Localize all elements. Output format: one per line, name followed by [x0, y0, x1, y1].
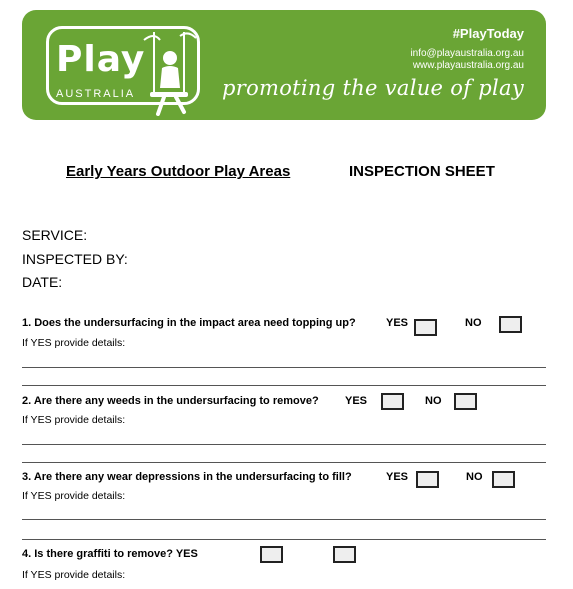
question-4: 4. Is there graffiti to remove? YES	[22, 548, 198, 560]
q1-no-label: NO	[465, 317, 482, 329]
swing-child-icon	[140, 30, 198, 116]
q2-yes-checkbox[interactable]	[381, 393, 404, 410]
tagline: promoting the value of play	[221, 76, 524, 100]
page-title: Early Years Outdoor Play Areas	[66, 163, 291, 180]
email-link[interactable]: info@playaustralia.org.au	[410, 48, 524, 59]
hashtag: #PlayToday	[452, 26, 524, 41]
q1-yes-checkbox[interactable]	[414, 319, 437, 336]
question-1: 1. Does the undersurfacing in the impact area need topping up?	[22, 317, 356, 329]
q2-no-label: NO	[425, 395, 442, 407]
q2-details-label: If YES provide details:	[22, 414, 126, 426]
q4-no-checkbox[interactable]	[333, 546, 356, 563]
header-banner	[22, 10, 546, 120]
question-2: 2. Are there any weeds in the undersurfacing to remove?	[22, 395, 319, 407]
q2-yes-label: YES	[345, 395, 368, 407]
q1-yes-label: YES	[386, 317, 409, 329]
sheet-title: INSPECTION SHEET	[349, 163, 495, 180]
q2-details-line-2[interactable]	[22, 462, 546, 463]
q2-no-checkbox[interactable]	[454, 393, 477, 410]
q3-details-label: If YES provide details:	[22, 490, 126, 502]
contact-info	[410, 48, 524, 72]
date-label: DATE:	[22, 274, 63, 290]
q3-no-label: NO	[466, 471, 483, 483]
logo-subtitle: AUSTRALIA	[56, 88, 136, 100]
q1-details-line-2[interactable]	[22, 385, 546, 386]
q4-details-label: If YES provide details:	[22, 569, 126, 581]
inspected-by-label: INSPECTED BY:	[22, 251, 128, 267]
q1-no-checkbox[interactable]	[499, 316, 522, 333]
q1-details-line-1[interactable]	[22, 367, 546, 368]
q4-yes-checkbox[interactable]	[260, 546, 283, 563]
q3-yes-label: YES	[386, 471, 409, 483]
service-label: SERVICE:	[22, 227, 88, 243]
logo-wordmark: Play	[56, 39, 146, 80]
q3-yes-checkbox[interactable]	[416, 471, 439, 488]
q3-no-checkbox[interactable]	[492, 471, 515, 488]
q3-details-line-1[interactable]	[22, 519, 546, 520]
q1-details-label: If YES provide details:	[22, 337, 126, 349]
website-link[interactable]: www.playaustralia.org.au	[412, 60, 524, 71]
question-3: 3. Are there any wear depressions in the undersurfacing to fill?	[22, 471, 352, 483]
q3-details-line-2[interactable]	[22, 539, 546, 540]
q2-details-line-1[interactable]	[22, 444, 546, 445]
